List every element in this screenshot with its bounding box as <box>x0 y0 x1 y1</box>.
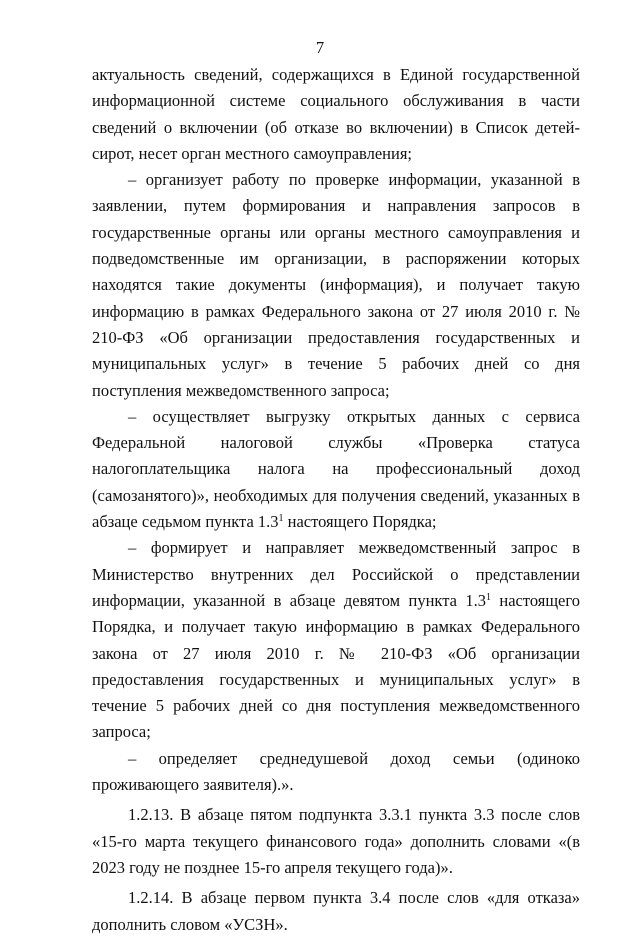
paragraph-continuation: актуальность сведений, содержащихся в Единой государственной информационной системе социального обслуживания в части сведений о включении (об отказе во включении) в Список детей-сирот, несет орган местного самоуправления; <box>92 65 580 163</box>
paragraph-tax-service-export <box>92 404 580 535</box>
paragraph-verification-requests: – организует работу по проверке информации, указанной в заявлении, путем формирования и направления запросов в государственные органы или органы местного самоуправления и подведомственные им организации, в распоряжении которых находятся такие документы (информация), и получает такую информацию в рамках Федерального закона от 27 июля 2010 г. № 210-ФЗ «Об организации предоставления государственных и муниципальных услуг» в течение 5 рабочих дней со дня поступления межведомственного запроса; <box>92 170 580 400</box>
paragraph-text: – формирует и направляет межведомственный запрос в Министерство внутренних дел Российской о представлении информации, указанной в абзаце девятом пункта 1.3 <box>92 538 580 610</box>
superscript: 1 <box>485 591 491 603</box>
paragraph-item-1-2-13: 1.2.13. В абзаце пятом подпункта 3.3.1 пункта 3.3 после слов «15-го марта текущего финансового года» дополнить словами «(в 2023 году не позднее 15-го апреля текущего года)». <box>92 805 580 877</box>
page-number: 7 <box>315 38 325 57</box>
document-body <box>92 62 580 938</box>
paragraph-interior-ministry-request <box>92 535 580 745</box>
paragraph-text: – осуществляет выгрузку открытых данных с сервиса Федеральной налоговой службы «Проверка статуса налогоплательщика налога на профессиональный доход (самозанятого)», необходимых для получения сведений, указанных в абзаце седьмом пункта 1.3 <box>92 406 580 532</box>
paragraph-item-1-2-14: 1.2.14. В абзаце первом пункта 3.4 после слов «для отказа» дополнить словом «УСЗН». <box>92 888 580 934</box>
superscript: 1 <box>278 513 284 525</box>
paragraph-text: настоящего Порядка, и получает такую информацию в рамках Федерального закона от 27 июля 2010 г. № 210-ФЗ «Об организации предоставления государственных и муниципальных услуг» в течение 5 рабочих дней со дня поступления межведомственного запроса; <box>92 590 580 742</box>
paragraph-text: настоящего Порядка; <box>283 512 437 532</box>
paragraph-income-determination: – определяет среднедушевой доход семьи (одиноко проживающего заявителя).». <box>92 748 580 795</box>
